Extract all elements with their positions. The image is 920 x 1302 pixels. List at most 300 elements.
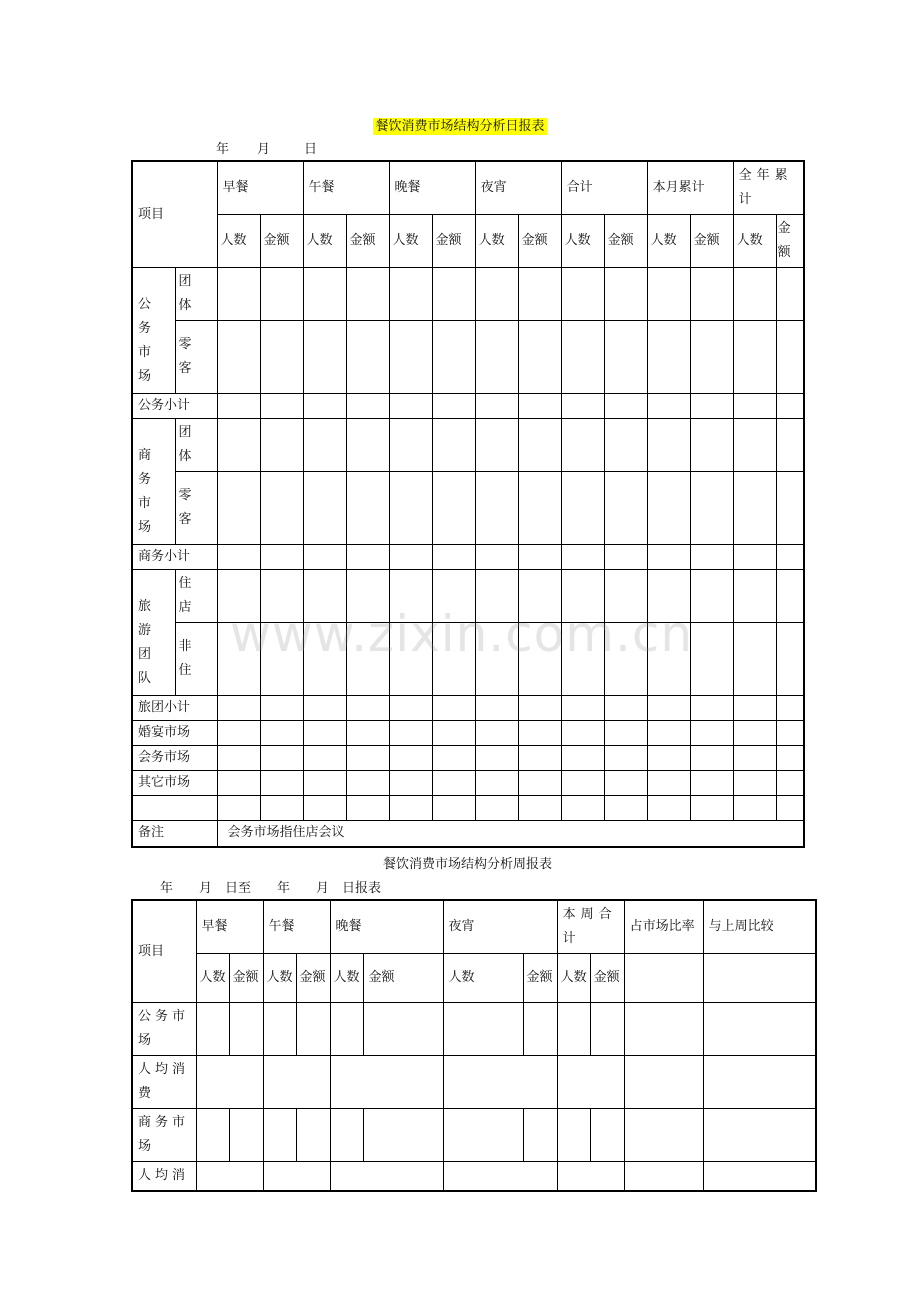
weekly-sub-people: 人数 bbox=[330, 954, 363, 1003]
weekly-cell[interactable] bbox=[703, 1109, 816, 1162]
data-cell[interactable] bbox=[475, 696, 518, 721]
data-cell[interactable] bbox=[561, 419, 604, 472]
data-cell[interactable] bbox=[217, 472, 260, 545]
sub-header-people: 人数 bbox=[475, 215, 518, 268]
data-cell[interactable] bbox=[346, 545, 389, 570]
data-cell[interactable] bbox=[217, 696, 260, 721]
sub-header-people: 人数 bbox=[303, 215, 346, 268]
data-cell[interactable] bbox=[647, 623, 690, 696]
data-cell[interactable] bbox=[647, 472, 690, 545]
remark-text[interactable]: 会务市场指住店会议 bbox=[217, 821, 804, 847]
data-cell[interactable] bbox=[217, 570, 260, 623]
data-cell[interactable] bbox=[217, 268, 260, 321]
data-cell[interactable] bbox=[518, 721, 561, 746]
data-cell[interactable] bbox=[776, 570, 804, 623]
data-cell[interactable] bbox=[733, 771, 776, 796]
data-cell[interactable] bbox=[690, 419, 733, 472]
data-cell[interactable] bbox=[518, 472, 561, 545]
data-cell[interactable] bbox=[475, 419, 518, 472]
data-cell[interactable] bbox=[733, 796, 776, 821]
data-cell[interactable] bbox=[690, 746, 733, 771]
data-cell[interactable] bbox=[604, 321, 647, 394]
watermark: www.zixin.com.cn bbox=[230, 605, 694, 663]
daily-report-table bbox=[131, 160, 805, 848]
weekly-col-lunch: 午餐 bbox=[263, 900, 330, 954]
data-cell[interactable] bbox=[475, 268, 518, 321]
subtotal-label: 旅团小计 bbox=[132, 696, 217, 721]
data-cell[interactable] bbox=[776, 746, 804, 771]
data-cell[interactable] bbox=[389, 268, 432, 321]
weekly-col-week-total: 本周合计 bbox=[557, 900, 624, 954]
meal-header-dinner: 晚餐 bbox=[389, 161, 475, 215]
data-cell[interactable] bbox=[518, 623, 561, 696]
weekly-sub-people: 人数 bbox=[443, 954, 523, 1003]
data-cell[interactable] bbox=[303, 623, 346, 696]
weekly-cell[interactable] bbox=[557, 1003, 590, 1056]
sub-header-amount: 金额 bbox=[432, 215, 475, 268]
data-cell[interactable] bbox=[690, 623, 733, 696]
group-row-label bbox=[175, 472, 217, 545]
data-cell[interactable] bbox=[518, 746, 561, 771]
data-cell[interactable] bbox=[776, 696, 804, 721]
data-cell[interactable] bbox=[690, 321, 733, 394]
weekly-col-dinner: 晚餐 bbox=[330, 900, 443, 954]
weekly-cell[interactable] bbox=[263, 1162, 330, 1192]
weekly-cell[interactable] bbox=[624, 954, 703, 1003]
row-label-text: 非住 bbox=[178, 639, 192, 678]
group-name: 商务市场 bbox=[138, 447, 152, 535]
data-cell[interactable] bbox=[260, 394, 303, 419]
data-cell[interactable] bbox=[217, 746, 260, 771]
remark-label: 备注 bbox=[132, 821, 217, 847]
data-cell[interactable] bbox=[604, 696, 647, 721]
weekly-cell[interactable] bbox=[330, 1162, 443, 1192]
meal-header-breakfast: 早餐 bbox=[217, 161, 303, 215]
data-cell[interactable] bbox=[389, 746, 432, 771]
data-cell[interactable] bbox=[217, 545, 260, 570]
data-cell[interactable] bbox=[346, 321, 389, 394]
data-cell[interactable] bbox=[776, 721, 804, 746]
data-cell[interactable] bbox=[690, 696, 733, 721]
data-cell[interactable] bbox=[733, 623, 776, 696]
weekly-sub-amount: 金额 bbox=[590, 954, 624, 1003]
data-cell[interactable] bbox=[260, 472, 303, 545]
weekly-cell[interactable] bbox=[590, 1109, 624, 1162]
data-cell[interactable] bbox=[733, 472, 776, 545]
data-cell[interactable] bbox=[260, 796, 303, 821]
data-cell[interactable] bbox=[647, 696, 690, 721]
weekly-cell[interactable] bbox=[196, 1109, 229, 1162]
weekly-row-label: 人均消 bbox=[132, 1162, 196, 1192]
data-cell[interactable] bbox=[776, 419, 804, 472]
data-cell[interactable] bbox=[518, 545, 561, 570]
subtotal-label: 公务小计 bbox=[132, 394, 217, 419]
weekly-table-body bbox=[132, 1003, 816, 1192]
weekly-row-label: 公务市场 bbox=[132, 1003, 196, 1056]
data-cell[interactable] bbox=[604, 419, 647, 472]
weekly-cell[interactable] bbox=[296, 1109, 330, 1162]
weekly-cell[interactable] bbox=[263, 1056, 330, 1109]
date-month: 月 bbox=[257, 142, 271, 157]
weekly-cell[interactable] bbox=[703, 954, 816, 1003]
data-cell[interactable] bbox=[389, 321, 432, 394]
data-cell[interactable] bbox=[604, 721, 647, 746]
sub-header-people: 人数 bbox=[733, 215, 776, 268]
data-cell[interactable] bbox=[475, 472, 518, 545]
data-cell[interactable] bbox=[518, 796, 561, 821]
data-cell[interactable] bbox=[260, 570, 303, 623]
data-cell[interactable] bbox=[432, 268, 475, 321]
data-cell[interactable] bbox=[346, 472, 389, 545]
data-cell[interactable] bbox=[303, 771, 346, 796]
weekly-date-line: 年 月 日至 年 月 日报表 bbox=[160, 881, 382, 896]
daily-date-line bbox=[216, 138, 317, 157]
data-cell[interactable] bbox=[690, 268, 733, 321]
daily-table-body bbox=[132, 268, 804, 847]
meal-header-year-cumulative: 全年累计 bbox=[733, 161, 804, 215]
data-cell[interactable] bbox=[346, 394, 389, 419]
data-cell[interactable] bbox=[346, 746, 389, 771]
data-cell[interactable] bbox=[604, 570, 647, 623]
data-cell[interactable] bbox=[346, 419, 389, 472]
group-label bbox=[132, 419, 175, 545]
data-cell[interactable] bbox=[690, 545, 733, 570]
data-cell[interactable] bbox=[260, 419, 303, 472]
data-cell[interactable] bbox=[604, 746, 647, 771]
data-cell[interactable] bbox=[432, 623, 475, 696]
weekly-cell[interactable] bbox=[557, 1162, 624, 1192]
data-cell[interactable] bbox=[604, 268, 647, 321]
data-cell[interactable] bbox=[346, 570, 389, 623]
data-cell[interactable] bbox=[303, 796, 346, 821]
data-cell[interactable] bbox=[518, 696, 561, 721]
data-cell[interactable] bbox=[647, 545, 690, 570]
data-cell[interactable] bbox=[561, 472, 604, 545]
sub-header-people: 人数 bbox=[561, 215, 604, 268]
data-cell[interactable] bbox=[432, 796, 475, 821]
group-label bbox=[132, 268, 175, 394]
weekly-cell[interactable] bbox=[196, 1056, 263, 1109]
meal-header-total: 合计 bbox=[561, 161, 647, 215]
data-cell[interactable] bbox=[647, 419, 690, 472]
data-cell[interactable] bbox=[432, 394, 475, 419]
data-cell[interactable] bbox=[518, 419, 561, 472]
group-row-label bbox=[175, 321, 217, 394]
weekly-cell[interactable] bbox=[363, 1109, 443, 1162]
row-label-text: 团体 bbox=[178, 274, 192, 313]
data-cell[interactable] bbox=[561, 570, 604, 623]
data-cell[interactable] bbox=[561, 721, 604, 746]
data-cell[interactable] bbox=[432, 321, 475, 394]
weekly-cell[interactable] bbox=[196, 1003, 229, 1056]
data-cell[interactable] bbox=[432, 472, 475, 545]
data-cell[interactable] bbox=[733, 746, 776, 771]
data-cell[interactable] bbox=[432, 545, 475, 570]
weekly-cell[interactable] bbox=[703, 1056, 816, 1109]
data-cell[interactable] bbox=[604, 394, 647, 419]
data-cell[interactable] bbox=[690, 570, 733, 623]
weekly-cell[interactable] bbox=[443, 1162, 557, 1192]
data-cell[interactable] bbox=[776, 321, 804, 394]
data-cell[interactable] bbox=[260, 696, 303, 721]
data-cell[interactable] bbox=[303, 696, 346, 721]
data-cell[interactable] bbox=[690, 721, 733, 746]
weekly-cell[interactable] bbox=[296, 1003, 330, 1056]
group-row-label bbox=[175, 419, 217, 472]
data-cell[interactable] bbox=[776, 545, 804, 570]
data-cell[interactable] bbox=[604, 623, 647, 696]
data-cell[interactable] bbox=[217, 623, 260, 696]
weekly-cell[interactable] bbox=[703, 1162, 816, 1192]
data-cell[interactable] bbox=[432, 746, 475, 771]
sub-header-amount: 金额 bbox=[690, 215, 733, 268]
date-day: 日 bbox=[304, 142, 318, 157]
data-cell[interactable] bbox=[389, 394, 432, 419]
data-cell[interactable] bbox=[776, 623, 804, 696]
data-cell[interactable] bbox=[733, 696, 776, 721]
group-name: 旅游团队 bbox=[138, 598, 152, 686]
sub-header-people: 人数 bbox=[389, 215, 432, 268]
data-cell[interactable] bbox=[260, 623, 303, 696]
data-cell[interactable] bbox=[690, 472, 733, 545]
data-cell[interactable] bbox=[389, 419, 432, 472]
data-cell[interactable] bbox=[389, 696, 432, 721]
data-cell[interactable] bbox=[303, 545, 346, 570]
daily-report-title: 餐饮消费市场结构分析日报表 bbox=[375, 119, 545, 134]
sub-header-amount: 金额 bbox=[518, 215, 561, 268]
data-cell[interactable] bbox=[303, 721, 346, 746]
data-cell[interactable] bbox=[475, 394, 518, 419]
weekly-cell[interactable] bbox=[557, 1109, 590, 1162]
group-row-label bbox=[175, 268, 217, 321]
data-cell[interactable] bbox=[733, 394, 776, 419]
data-cell[interactable] bbox=[260, 721, 303, 746]
data-cell[interactable] bbox=[475, 321, 518, 394]
weekly-cell[interactable] bbox=[703, 1003, 816, 1056]
weekly-cell[interactable] bbox=[196, 1162, 263, 1192]
data-cell[interactable] bbox=[217, 796, 260, 821]
data-cell[interactable] bbox=[260, 746, 303, 771]
weekly-report-table bbox=[131, 899, 817, 1192]
data-cell[interactable] bbox=[389, 570, 432, 623]
market-row-label: 婚宴市场 bbox=[132, 721, 217, 746]
weekly-cell[interactable] bbox=[624, 1003, 703, 1056]
data-cell[interactable] bbox=[475, 796, 518, 821]
data-cell[interactable] bbox=[647, 394, 690, 419]
subtotal-label: 商务小计 bbox=[132, 545, 217, 570]
row-label-text: 团体 bbox=[178, 425, 192, 464]
data-cell[interactable] bbox=[389, 771, 432, 796]
group-row-label bbox=[175, 570, 217, 623]
data-cell[interactable] bbox=[346, 771, 389, 796]
data-cell[interactable] bbox=[346, 721, 389, 746]
weekly-cell[interactable] bbox=[330, 1003, 363, 1056]
data-cell[interactable] bbox=[217, 419, 260, 472]
sub-header-amount: 金额 bbox=[260, 215, 303, 268]
weekly-cell[interactable] bbox=[443, 1056, 557, 1109]
group-row-label bbox=[175, 623, 217, 696]
data-cell[interactable] bbox=[432, 721, 475, 746]
weekly-cell[interactable] bbox=[443, 1109, 523, 1162]
weekly-cell[interactable] bbox=[523, 1109, 557, 1162]
data-cell[interactable] bbox=[776, 268, 804, 321]
data-cell[interactable] bbox=[561, 321, 604, 394]
weekly-sub-amount: 金额 bbox=[523, 954, 557, 1003]
data-cell[interactable] bbox=[776, 394, 804, 419]
data-cell[interactable] bbox=[303, 268, 346, 321]
data-cell[interactable] bbox=[733, 721, 776, 746]
weekly-cell[interactable] bbox=[363, 1003, 443, 1056]
data-cell[interactable] bbox=[260, 545, 303, 570]
data-cell[interactable] bbox=[561, 268, 604, 321]
data-cell[interactable] bbox=[561, 623, 604, 696]
data-cell[interactable] bbox=[604, 472, 647, 545]
data-cell[interactable] bbox=[647, 721, 690, 746]
weekly-cell[interactable] bbox=[330, 1109, 363, 1162]
data-cell[interactable] bbox=[432, 419, 475, 472]
data-cell[interactable] bbox=[389, 796, 432, 821]
data-cell[interactable] bbox=[518, 268, 561, 321]
data-cell[interactable] bbox=[217, 771, 260, 796]
data-cell[interactable] bbox=[733, 321, 776, 394]
data-cell[interactable] bbox=[260, 268, 303, 321]
row-label-text: 住店 bbox=[178, 576, 192, 615]
data-cell[interactable] bbox=[690, 796, 733, 821]
data-cell[interactable] bbox=[561, 696, 604, 721]
weekly-cell[interactable] bbox=[263, 1109, 296, 1162]
data-cell[interactable] bbox=[346, 268, 389, 321]
data-cell[interactable] bbox=[604, 771, 647, 796]
data-cell[interactable] bbox=[733, 268, 776, 321]
data-cell[interactable] bbox=[518, 771, 561, 796]
data-cell[interactable] bbox=[475, 771, 518, 796]
data-cell[interactable] bbox=[475, 721, 518, 746]
data-cell[interactable] bbox=[518, 394, 561, 419]
row-label-text: 零客 bbox=[178, 337, 192, 376]
group-label bbox=[132, 570, 175, 696]
item-header: 项目 bbox=[132, 161, 217, 268]
data-cell[interactable] bbox=[690, 771, 733, 796]
weekly-col-breakfast: 早餐 bbox=[196, 900, 263, 954]
data-cell[interactable] bbox=[518, 321, 561, 394]
weekly-cell[interactable] bbox=[263, 1003, 296, 1056]
weekly-sub-amount: 金额 bbox=[229, 954, 263, 1003]
data-cell[interactable] bbox=[690, 394, 733, 419]
data-cell[interactable] bbox=[561, 771, 604, 796]
data-cell[interactable] bbox=[303, 321, 346, 394]
weekly-cell[interactable] bbox=[229, 1109, 263, 1162]
data-cell[interactable] bbox=[647, 321, 690, 394]
data-cell[interactable] bbox=[561, 394, 604, 419]
data-cell[interactable] bbox=[303, 746, 346, 771]
data-cell[interactable] bbox=[432, 696, 475, 721]
weekly-col-vs-last-week: 与上周比较 bbox=[703, 900, 816, 954]
data-cell[interactable] bbox=[561, 545, 604, 570]
data-cell[interactable] bbox=[389, 721, 432, 746]
blank-row-label bbox=[132, 796, 217, 821]
data-cell[interactable] bbox=[776, 796, 804, 821]
data-cell[interactable] bbox=[346, 796, 389, 821]
data-cell[interactable] bbox=[389, 472, 432, 545]
data-cell[interactable] bbox=[733, 419, 776, 472]
data-cell[interactable] bbox=[389, 545, 432, 570]
market-row-label: 会务市场 bbox=[132, 746, 217, 771]
data-cell[interactable] bbox=[475, 746, 518, 771]
data-cell[interactable] bbox=[733, 570, 776, 623]
weekly-sub-amount: 金额 bbox=[296, 954, 330, 1003]
data-cell[interactable] bbox=[432, 570, 475, 623]
meal-header-lunch: 午餐 bbox=[303, 161, 389, 215]
data-cell[interactable] bbox=[346, 623, 389, 696]
data-cell[interactable] bbox=[475, 570, 518, 623]
weekly-cell[interactable] bbox=[624, 1109, 703, 1162]
data-cell[interactable] bbox=[217, 321, 260, 394]
data-cell[interactable] bbox=[604, 796, 647, 821]
market-row-label: 其它市场 bbox=[132, 771, 217, 796]
weekly-cell[interactable] bbox=[229, 1003, 263, 1056]
data-cell[interactable] bbox=[647, 570, 690, 623]
data-cell[interactable] bbox=[561, 796, 604, 821]
data-cell[interactable] bbox=[604, 545, 647, 570]
weekly-col-market-share: 占市场比率 bbox=[624, 900, 703, 954]
weekly-cell[interactable] bbox=[523, 1003, 557, 1056]
weekly-sub-people: 人数 bbox=[196, 954, 229, 1003]
weekly-cell[interactable] bbox=[624, 1162, 703, 1192]
meal-header-month-cumulative: 本月累计 bbox=[647, 161, 733, 215]
weekly-sub-people: 人数 bbox=[557, 954, 590, 1003]
weekly-cell[interactable] bbox=[557, 1056, 624, 1109]
data-cell[interactable] bbox=[217, 394, 260, 419]
data-cell[interactable] bbox=[303, 394, 346, 419]
data-cell[interactable] bbox=[389, 623, 432, 696]
data-cell[interactable] bbox=[217, 721, 260, 746]
data-cell[interactable] bbox=[475, 623, 518, 696]
weekly-row-label: 商务市场 bbox=[132, 1109, 196, 1162]
sub-header-row bbox=[132, 215, 804, 268]
weekly-cell[interactable] bbox=[590, 1003, 624, 1056]
weekly-cell[interactable] bbox=[330, 1056, 443, 1109]
date-year: 年 bbox=[216, 142, 230, 157]
data-cell[interactable] bbox=[647, 771, 690, 796]
data-cell[interactable] bbox=[346, 696, 389, 721]
weekly-col-late-snack: 夜宵 bbox=[443, 900, 557, 954]
data-cell[interactable] bbox=[561, 746, 604, 771]
data-cell[interactable] bbox=[733, 545, 776, 570]
data-cell[interactable] bbox=[647, 796, 690, 821]
data-cell[interactable] bbox=[432, 771, 475, 796]
data-cell[interactable] bbox=[303, 472, 346, 545]
data-cell[interactable] bbox=[303, 570, 346, 623]
data-cell[interactable] bbox=[518, 570, 561, 623]
data-cell[interactable] bbox=[647, 746, 690, 771]
data-cell[interactable] bbox=[260, 771, 303, 796]
sub-header-people: 人数 bbox=[217, 215, 260, 268]
weekly-cell[interactable] bbox=[624, 1056, 703, 1109]
weekly-item-header: 项目 bbox=[132, 900, 196, 1003]
sub-header-amount: 金额 bbox=[346, 215, 389, 268]
sub-header-amount: 金额 bbox=[776, 215, 804, 268]
data-cell[interactable] bbox=[776, 771, 804, 796]
data-cell[interactable] bbox=[475, 545, 518, 570]
meal-header-late-snack: 夜宵 bbox=[475, 161, 561, 215]
data-cell[interactable] bbox=[647, 268, 690, 321]
group-name: 公务市场 bbox=[138, 296, 152, 384]
data-cell[interactable] bbox=[776, 472, 804, 545]
weekly-cell[interactable] bbox=[443, 1003, 523, 1056]
data-cell[interactable] bbox=[303, 419, 346, 472]
data-cell[interactable] bbox=[260, 321, 303, 394]
weekly-sub-amount: 金额 bbox=[363, 954, 443, 1003]
